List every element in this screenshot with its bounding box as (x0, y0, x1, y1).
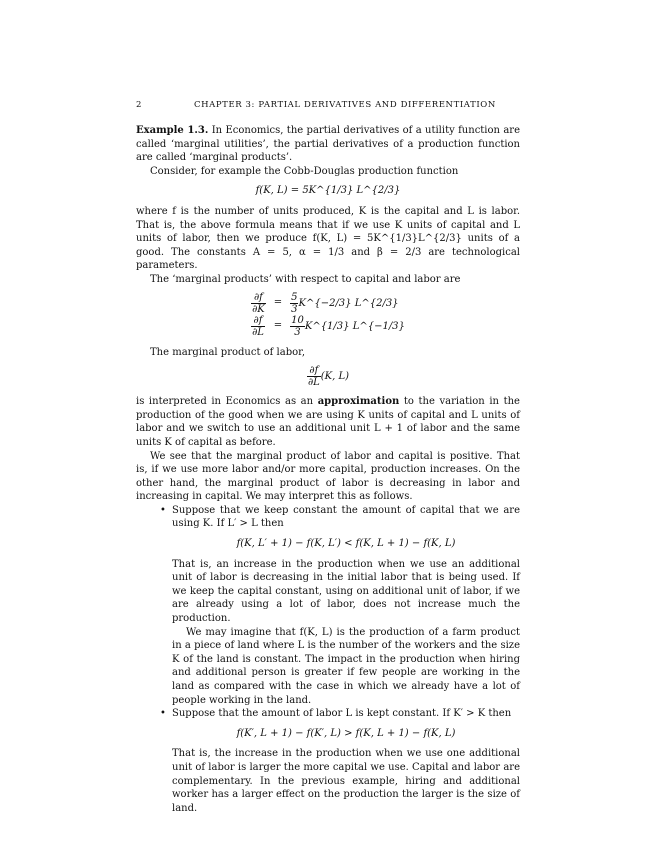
example-label: Example 1.3. (136, 125, 209, 136)
approximation-term: approximation (317, 396, 400, 408)
dL-lhs-den: ∂L (252, 326, 264, 338)
list-item (136, 504, 520, 707)
marginal-products-paragraph: The ‘marginal products’ with respect to capital and labor are (150, 273, 461, 285)
equation-row-dK (247, 292, 409, 315)
example-intro (136, 124, 520, 165)
dL-coef-fraction (290, 315, 305, 338)
bullet-2-para1: That is, the increase in the production when we use one additional unit of labor is larger the more capital we use. Capital and labor are complementary. In the previous example, hiring and additional worker has a larger effect on the production the larger is the size of land. (172, 748, 520, 814)
equals-sign: = (273, 320, 283, 332)
dL-rhs-rest: K^{1/3} L^{−1/3} (304, 320, 405, 332)
mpl-args: (K, L) (320, 371, 350, 383)
dK-coef-num: 5 (291, 291, 298, 303)
chapter-title: CHAPTER 3: PARTIAL DERIVATIVES AND DIFFERENTIATION (194, 100, 496, 110)
bullet-1-equation: f(K, L′ + 1) − f(K, L′) < f(K, L + 1) − f(K, L) (236, 538, 456, 550)
body-text (136, 124, 520, 815)
dL-lhs-num: ∂f (251, 315, 265, 327)
interpretation-paragraph (136, 395, 520, 449)
dL-coef-num: 10 (291, 314, 304, 326)
bullet-2-intro: Suppose that the amount of labor L is kept constant. If K′ > K then (172, 708, 512, 720)
cobb-douglas-equation: f(K, L) = 5K^{1/3} L^{2/3} (255, 185, 401, 197)
bullet-icon: • (160, 504, 166, 516)
interpretation-text-2: to the variation in the production of the good when we are using K units of capital and L units of labor and we switch to use an additional unit L + 1 of labor and the same units K of capital as before. (136, 396, 520, 448)
dK-lhs-num: ∂f (251, 292, 266, 304)
consider-paragraph: Consider, for example the Cobb-Douglas production function (150, 165, 459, 177)
example-intro-text: In Economics, the partial derivatives of a utility function are called ‘marginal utilities’, the partial derivatives of a production function are called ‘marginal products’. (136, 125, 520, 164)
mpl-fraction (307, 365, 321, 388)
interpretation-text-1: is interpreted in Economics as an (136, 396, 314, 408)
dK-lhs-den: ∂K (252, 303, 265, 315)
dK-coef-den: 3 (291, 303, 298, 315)
bullet-2-equation: f(K′, L + 1) − f(K′, L) > f(K, L + 1) − f(K, L) (236, 727, 456, 739)
mpl-den: ∂L (307, 377, 320, 389)
bullet-1-para2: We may imagine that f(K, L) is the production of a farm product in a piece of land where L is the number of the workers and the size K of the land is constant. The impact in the production when hiring and additional person is greater if few people are working in the land as compared with the case in which we already have a lot of people working in the land. (172, 626, 520, 706)
interpretation-list (136, 504, 520, 815)
mpl-num: ∂f (307, 365, 321, 377)
dK-lhs-fraction (251, 292, 266, 315)
see-paragraph: We see that the marginal product of labor and capital is positive. That is, if we use more labor and/or more capital, production increases. On the other hand, the marginal product of labor is decreasing in labor and increasing in capital. We may interpret this as follows. (136, 450, 520, 503)
mpl-equation (136, 365, 520, 388)
dL-lhs-fraction (251, 315, 265, 338)
equals-sign: = (273, 297, 283, 309)
dL-coef-den: 3 (294, 326, 301, 338)
mpl-paragraph: The marginal product of labor, (150, 346, 305, 358)
bullet-icon: • (160, 708, 166, 720)
bullet-1-para1: That is, an increase in the production when we use an additional unit of labor is decreasing in the initial labor that is being used. If we keep the capital constant, using on additional unit of labor, if we are already using a lot of labor, does not increase much the production. (172, 558, 520, 625)
list-item (136, 707, 520, 815)
dK-rhs-rest: K^{−2/3} L^{2/3} (298, 297, 399, 309)
equation-row-dL (247, 315, 409, 338)
bullet-1-intro: Suppose that we keep constant the amount of capital that we are using K. If L′ > L then (172, 504, 520, 530)
where-paragraph: where f is the number of units produced, K is the capital and L is labor. That is, the above formula means that if we use K units of capital and L units of labor, then we produce f(K, L) = 5K^{1/3}L^{2/3} units of a good. The constants A = 5, α = 1/3 and β = 2/3 are technological parameters. (136, 205, 520, 272)
page-number: 2 (136, 100, 143, 110)
marginal-products-equations (247, 292, 409, 338)
